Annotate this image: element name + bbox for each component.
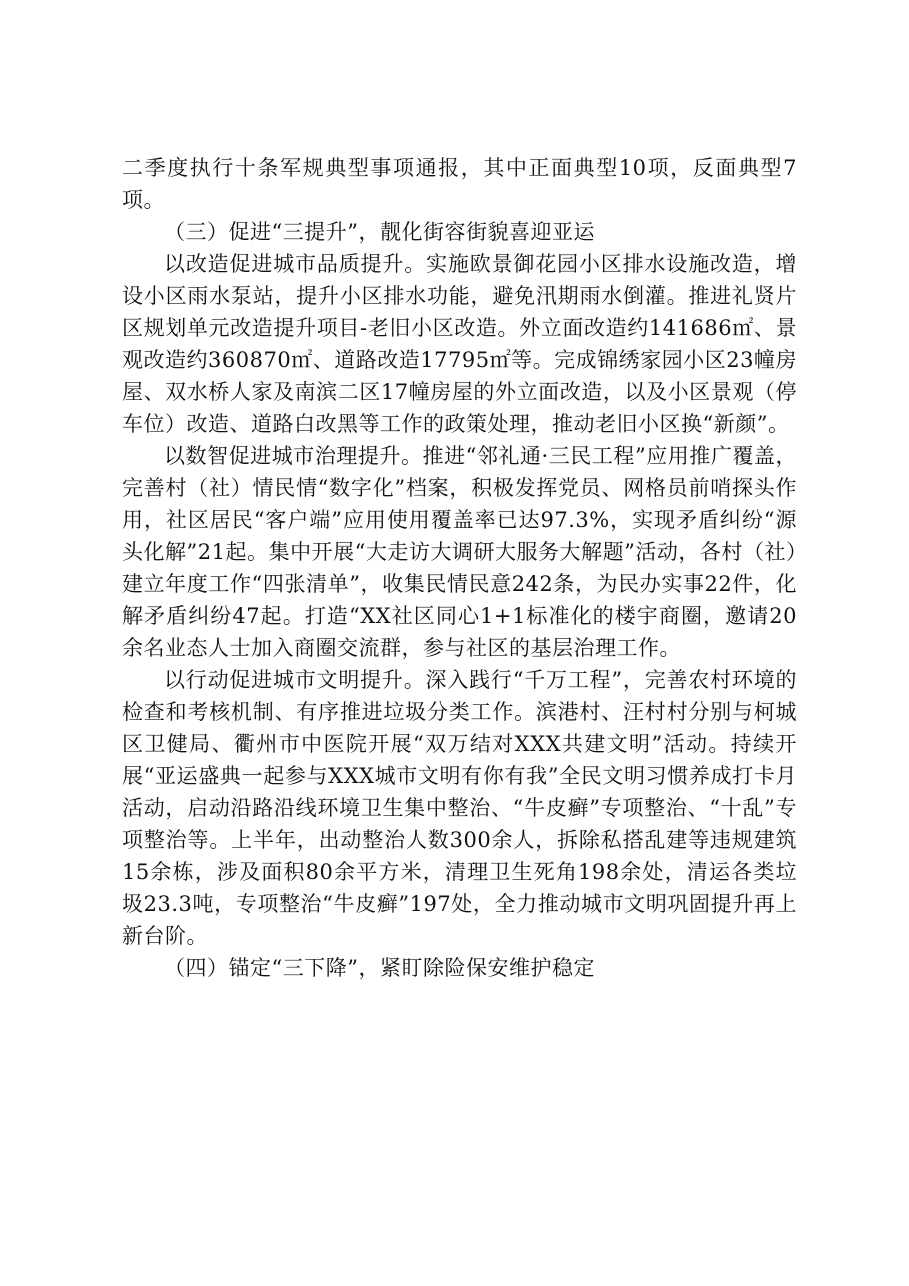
- section-heading-4: （四）锚定“三下降”，紧盯除险保安维护稳定: [164, 956, 595, 980]
- document-body: [122, 152, 797, 984]
- paragraph-civilization: 以行动促进城市文明提升。深入践行“千万工程”，完善农村环境的检查和考核机制、有序推进垃圾分类工作。滨港村、汪村村分别与柯城区卫健局、衢州市中医院开展“双万结对XXX共建文明”活动。持续开展“亚运盛典一起参与XXX城市文明有你有我”全民文明习惯养成打卡月活动，启动沿路沿线环境卫生集中整治、“牛皮癣”专项整治、“十乱”专项整治等。上半年，出动整治人数300余人，拆除私搭乱建等违规建筑15余栋，涉及面积80余平方米，清理卫生死角198余处，清运各类垃圾23.3吨，专项整治“牛皮癣”197处，全力推动城市文明巩固提升再上新台阶。: [122, 668, 797, 948]
- section-heading-3: （三）促进“三提升”，靓化街容街貌喜迎亚运: [164, 220, 595, 244]
- paragraph-quality: 以改造促进城市品质提升。实施欧景御花园小区排水设施改造，增设小区雨水泵站，提升小区排水功能，避免汛期雨水倒灌。推进礼贤片区规划单元改造提升项目-老旧小区改造。外立面改造约141686㎡、景观改造约360870㎡、道路改造17795㎡等。完成锦绣家园小区23幢房屋、双水桥人家及南滨二区17幢房屋的外立面改造，以及小区景观（停车位）改造、道路白改黑等工作的政策处理，推动老旧小区换“新颜”。: [122, 252, 797, 436]
- paragraph-continuation: 二季度执行十条军规典型事项通报，其中正面典型10项，反面典型7项。: [122, 156, 797, 212]
- paragraph-governance: 以数智促进城市治理提升。推进“邻礼通·三民工程”应用推广覆盖，完善村（社）情民情“数字化”档案，积极发挥党员、网格员前哨探头作用，社区居民“客户端”应用使用覆盖率已达97.3%，实现矛盾纠纷“源头化解”21起。集中开展“大走访大调研大服务大解题”活动，各村（社）建立年度工作“四张清单”，收集民情民意242条，为民办实事22件，化解矛盾纠纷47起。打造“XX社区同心1+1标准化的楼宇商圈，邀请20余名业态人士加入商圈交流群，参与社区的基层治理工作。: [122, 444, 797, 660]
